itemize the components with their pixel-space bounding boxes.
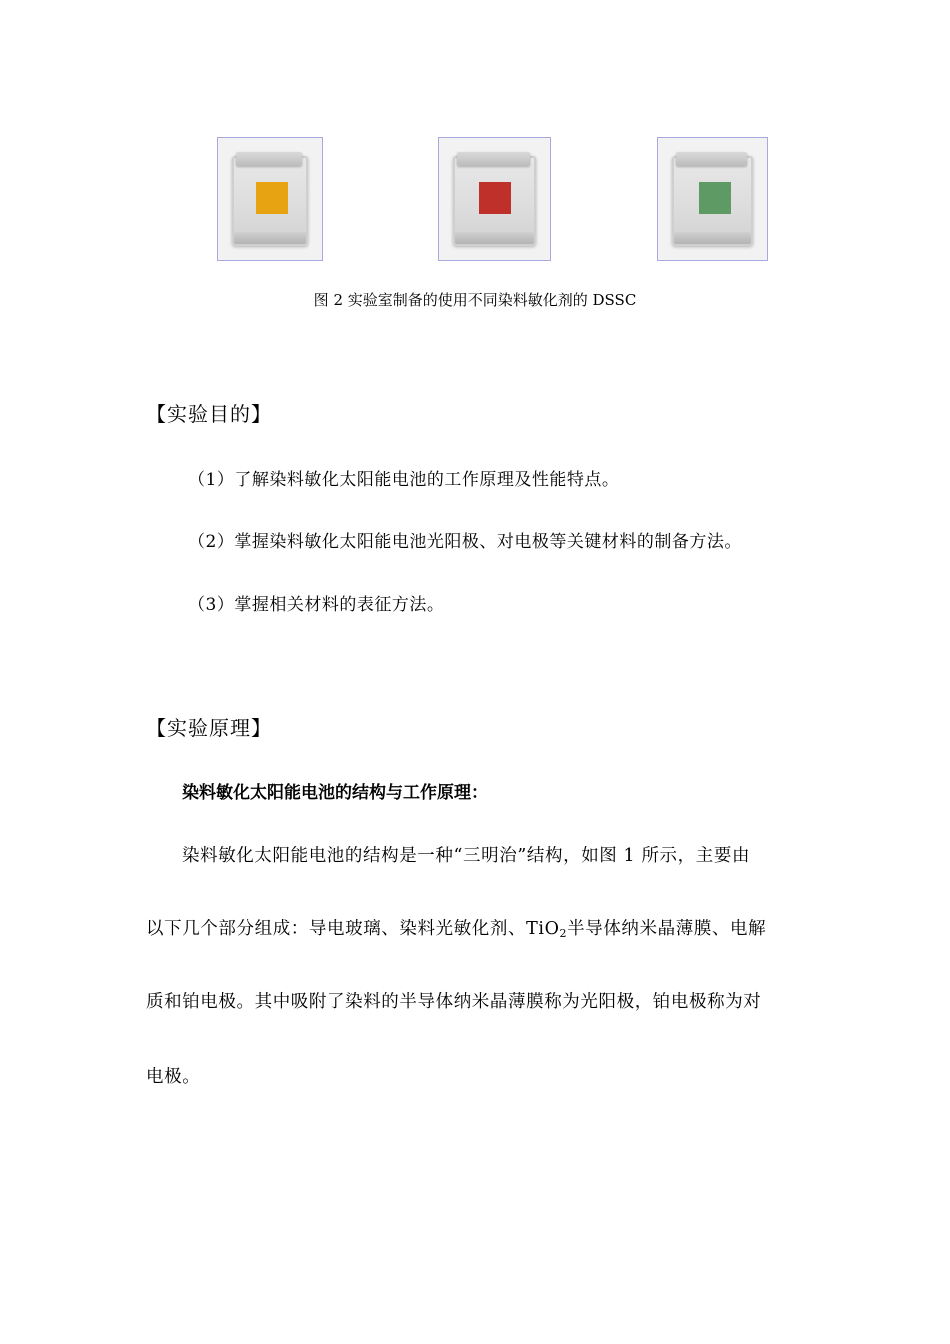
dye-square-green (699, 182, 731, 214)
cell-electrode-bottom (674, 232, 751, 244)
photo-dssc-red (438, 137, 551, 261)
objective-item-1: （1）了解染料敏化太阳能电池的工作原理及性能特点。 (188, 470, 620, 490)
photo-dssc-yellow (217, 137, 323, 261)
paragraph-line-1: 染料敏化太阳能电池的结构是一种“三明治”结构，如图 1 所示，主要由 (182, 846, 751, 866)
cell-electrode-top (457, 152, 530, 166)
paragraph-line-2 (146, 915, 766, 940)
photo-dssc-green (657, 137, 768, 261)
paragraph-line-2-pre: 以下几个部分组成：导电玻璃、染料光敏化剂、TiO (146, 919, 560, 939)
figure-caption: 图 2 实验室制备的使用不同染料敏化剂的 DSSC (313, 291, 637, 309)
principle-subheading: 染料敏化太阳能电池的结构与工作原理： (182, 783, 488, 803)
paragraph-line-4: 电极。 (146, 1067, 201, 1087)
dye-square-yellow (256, 182, 288, 214)
paragraph-line-2-post: 半导体纳米晶薄膜、电解 (567, 919, 767, 939)
cell-electrode-bottom (455, 232, 534, 244)
objective-item-3: （3）掌握相关材料的表征方法。 (188, 595, 445, 615)
cell-electrode-top (676, 152, 747, 166)
cell-electrode-bottom (234, 232, 306, 244)
objective-item-2: （2）掌握染料敏化太阳能电池光阳极、对电极等关键材料的制备方法。 (188, 532, 742, 552)
principle-heading: 【实验原理】 (146, 716, 272, 740)
cell-electrode-top (236, 152, 302, 166)
paragraph-line-3: 质和铂电极。其中吸附了染料的半导体纳米晶薄膜称为光阳极，铂电极称为对 (146, 992, 762, 1012)
tio2-subscript: 2 (559, 927, 568, 940)
dye-square-red (479, 182, 511, 214)
objectives-heading: 【实验目的】 (146, 402, 272, 426)
